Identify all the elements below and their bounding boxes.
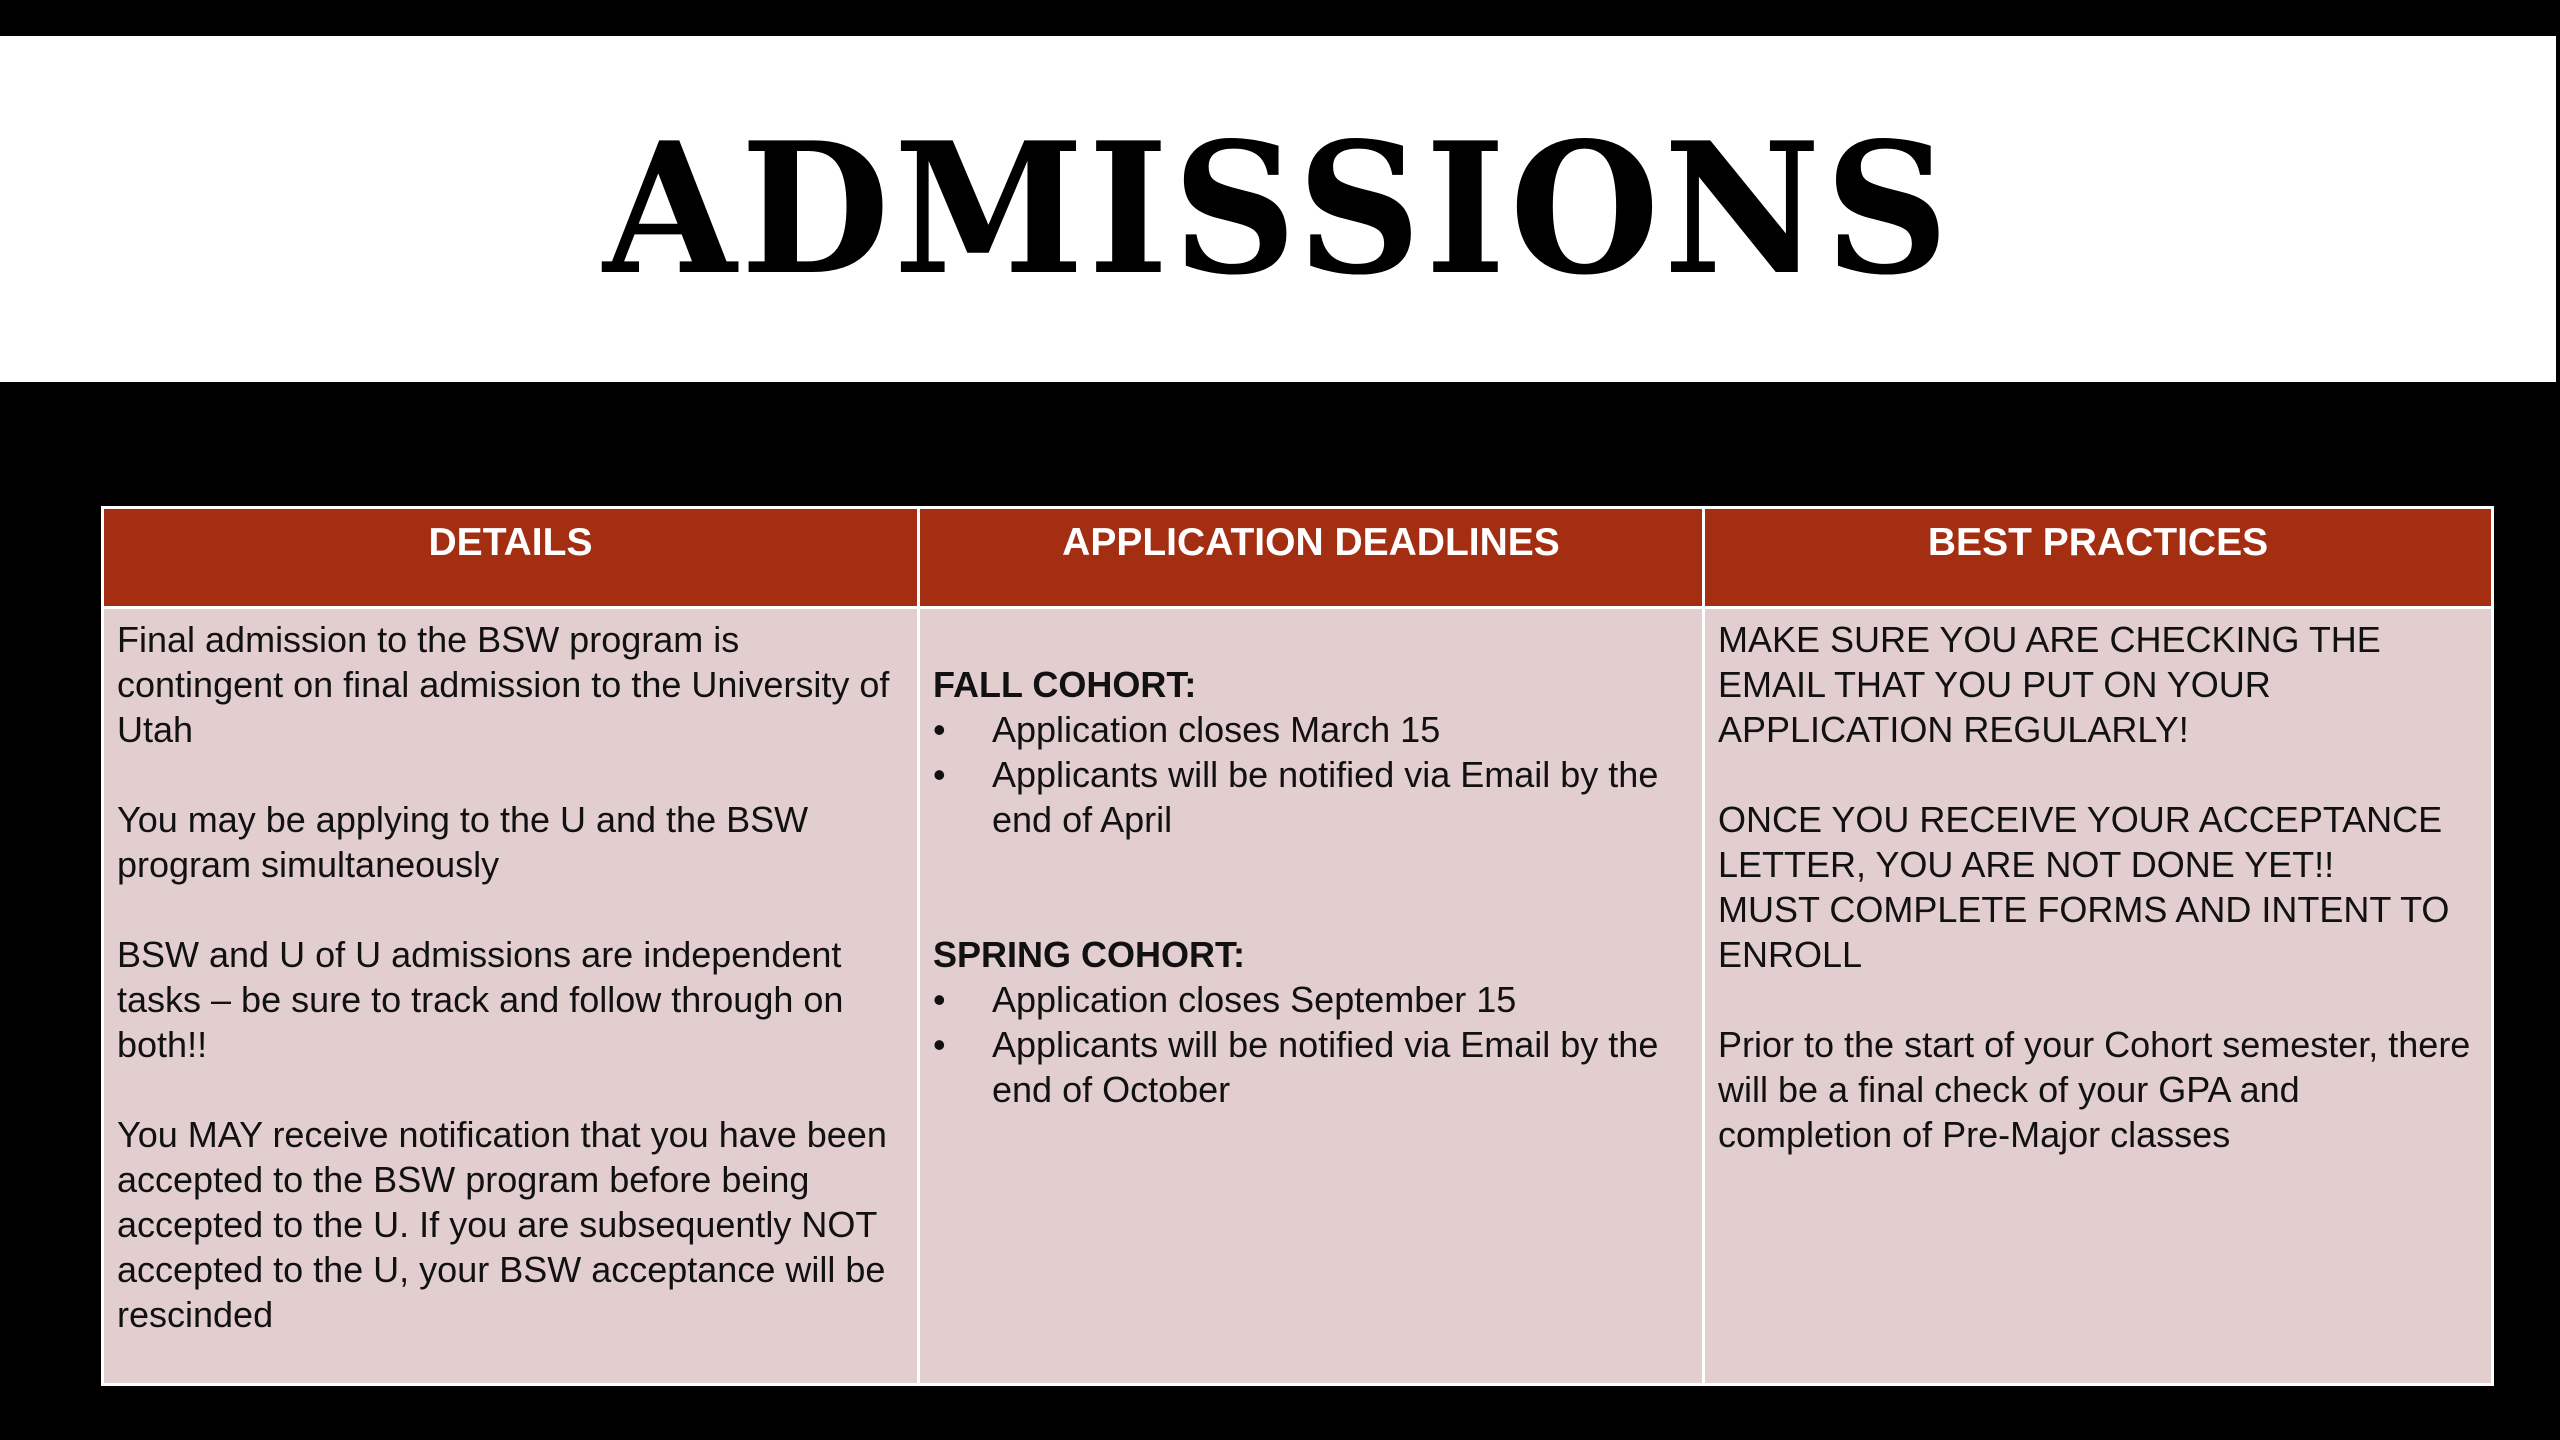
best-practice-paragraph (1718, 797, 2479, 977)
spring-cohort-title: SPRING COHORT: (933, 934, 1246, 975)
list-item (933, 977, 1690, 1022)
fall-cohort-title: FALL COHORT: (933, 664, 1197, 705)
header-details: DETAILS (103, 508, 919, 608)
spring-cohort-list (933, 977, 1690, 1112)
spacer (933, 617, 1690, 662)
best-practices-cell (1704, 608, 2493, 1385)
bullet-icon: • (933, 979, 946, 1020)
list-item-text: Applicants will be notified via Email by the end of October (992, 1024, 1659, 1110)
table-row (103, 608, 2493, 1385)
bullet-icon: • (933, 754, 946, 795)
details-paragraph: You MAY receive notification that you have been accepted to the BSW program before being accepted to the U. If you are subsequently NOT accepted to the U, your BSW acceptance will be rescinded (117, 1114, 887, 1335)
details-cell (103, 608, 919, 1385)
best-practice-line: ONCE YOU RECEIVE YOUR ACCEPTANCE LETTER, YOU ARE NOT DONE YET!! (1718, 799, 2443, 885)
bullet-icon: • (933, 709, 946, 750)
admissions-table (101, 506, 2494, 1386)
best-practice-paragraph: MAKE SURE YOU ARE CHECKING THE EMAIL THAT YOU PUT ON YOUR APPLICATION REGULARLY! (1718, 619, 2381, 750)
bullet-icon: • (933, 1024, 946, 1065)
details-paragraph: BSW and U of U admissions are independent tasks – be sure to track and follow through on both!! (117, 934, 844, 1065)
details-paragraph: Final admission to the BSW program is contingent on final admission to the University of Utah (117, 619, 890, 750)
admissions-table-wrapper (101, 506, 2491, 1386)
list-item (933, 707, 1690, 752)
list-item-text: Application closes March 15 (992, 709, 1441, 750)
slide-title: ADMISSIONS (603, 101, 1953, 316)
deadlines-cell (919, 608, 1704, 1385)
list-item (933, 1022, 1690, 1112)
table-header-row (103, 508, 2493, 608)
list-item (933, 752, 1690, 842)
list-item-text: Application closes September 15 (992, 979, 1517, 1020)
details-paragraph: You may be applying to the U and the BSW program simultaneously (117, 799, 809, 885)
best-practice-paragraph: Prior to the start of your Cohort semester, there will be a final check of your GPA and completion of Pre-Major classes (1718, 1024, 2471, 1155)
spacer (933, 842, 1690, 932)
header-application-deadlines: APPLICATION DEADLINES (919, 508, 1704, 608)
fall-cohort-list (933, 707, 1690, 842)
list-item-text: Applicants will be notified via Email by the end of April (992, 754, 1659, 840)
title-band (0, 36, 2556, 382)
best-practice-line: MUST COMPLETE FORMS AND INTENT TO ENROLL (1718, 889, 2450, 975)
header-best-practices: BEST PRACTICES (1704, 508, 2493, 608)
